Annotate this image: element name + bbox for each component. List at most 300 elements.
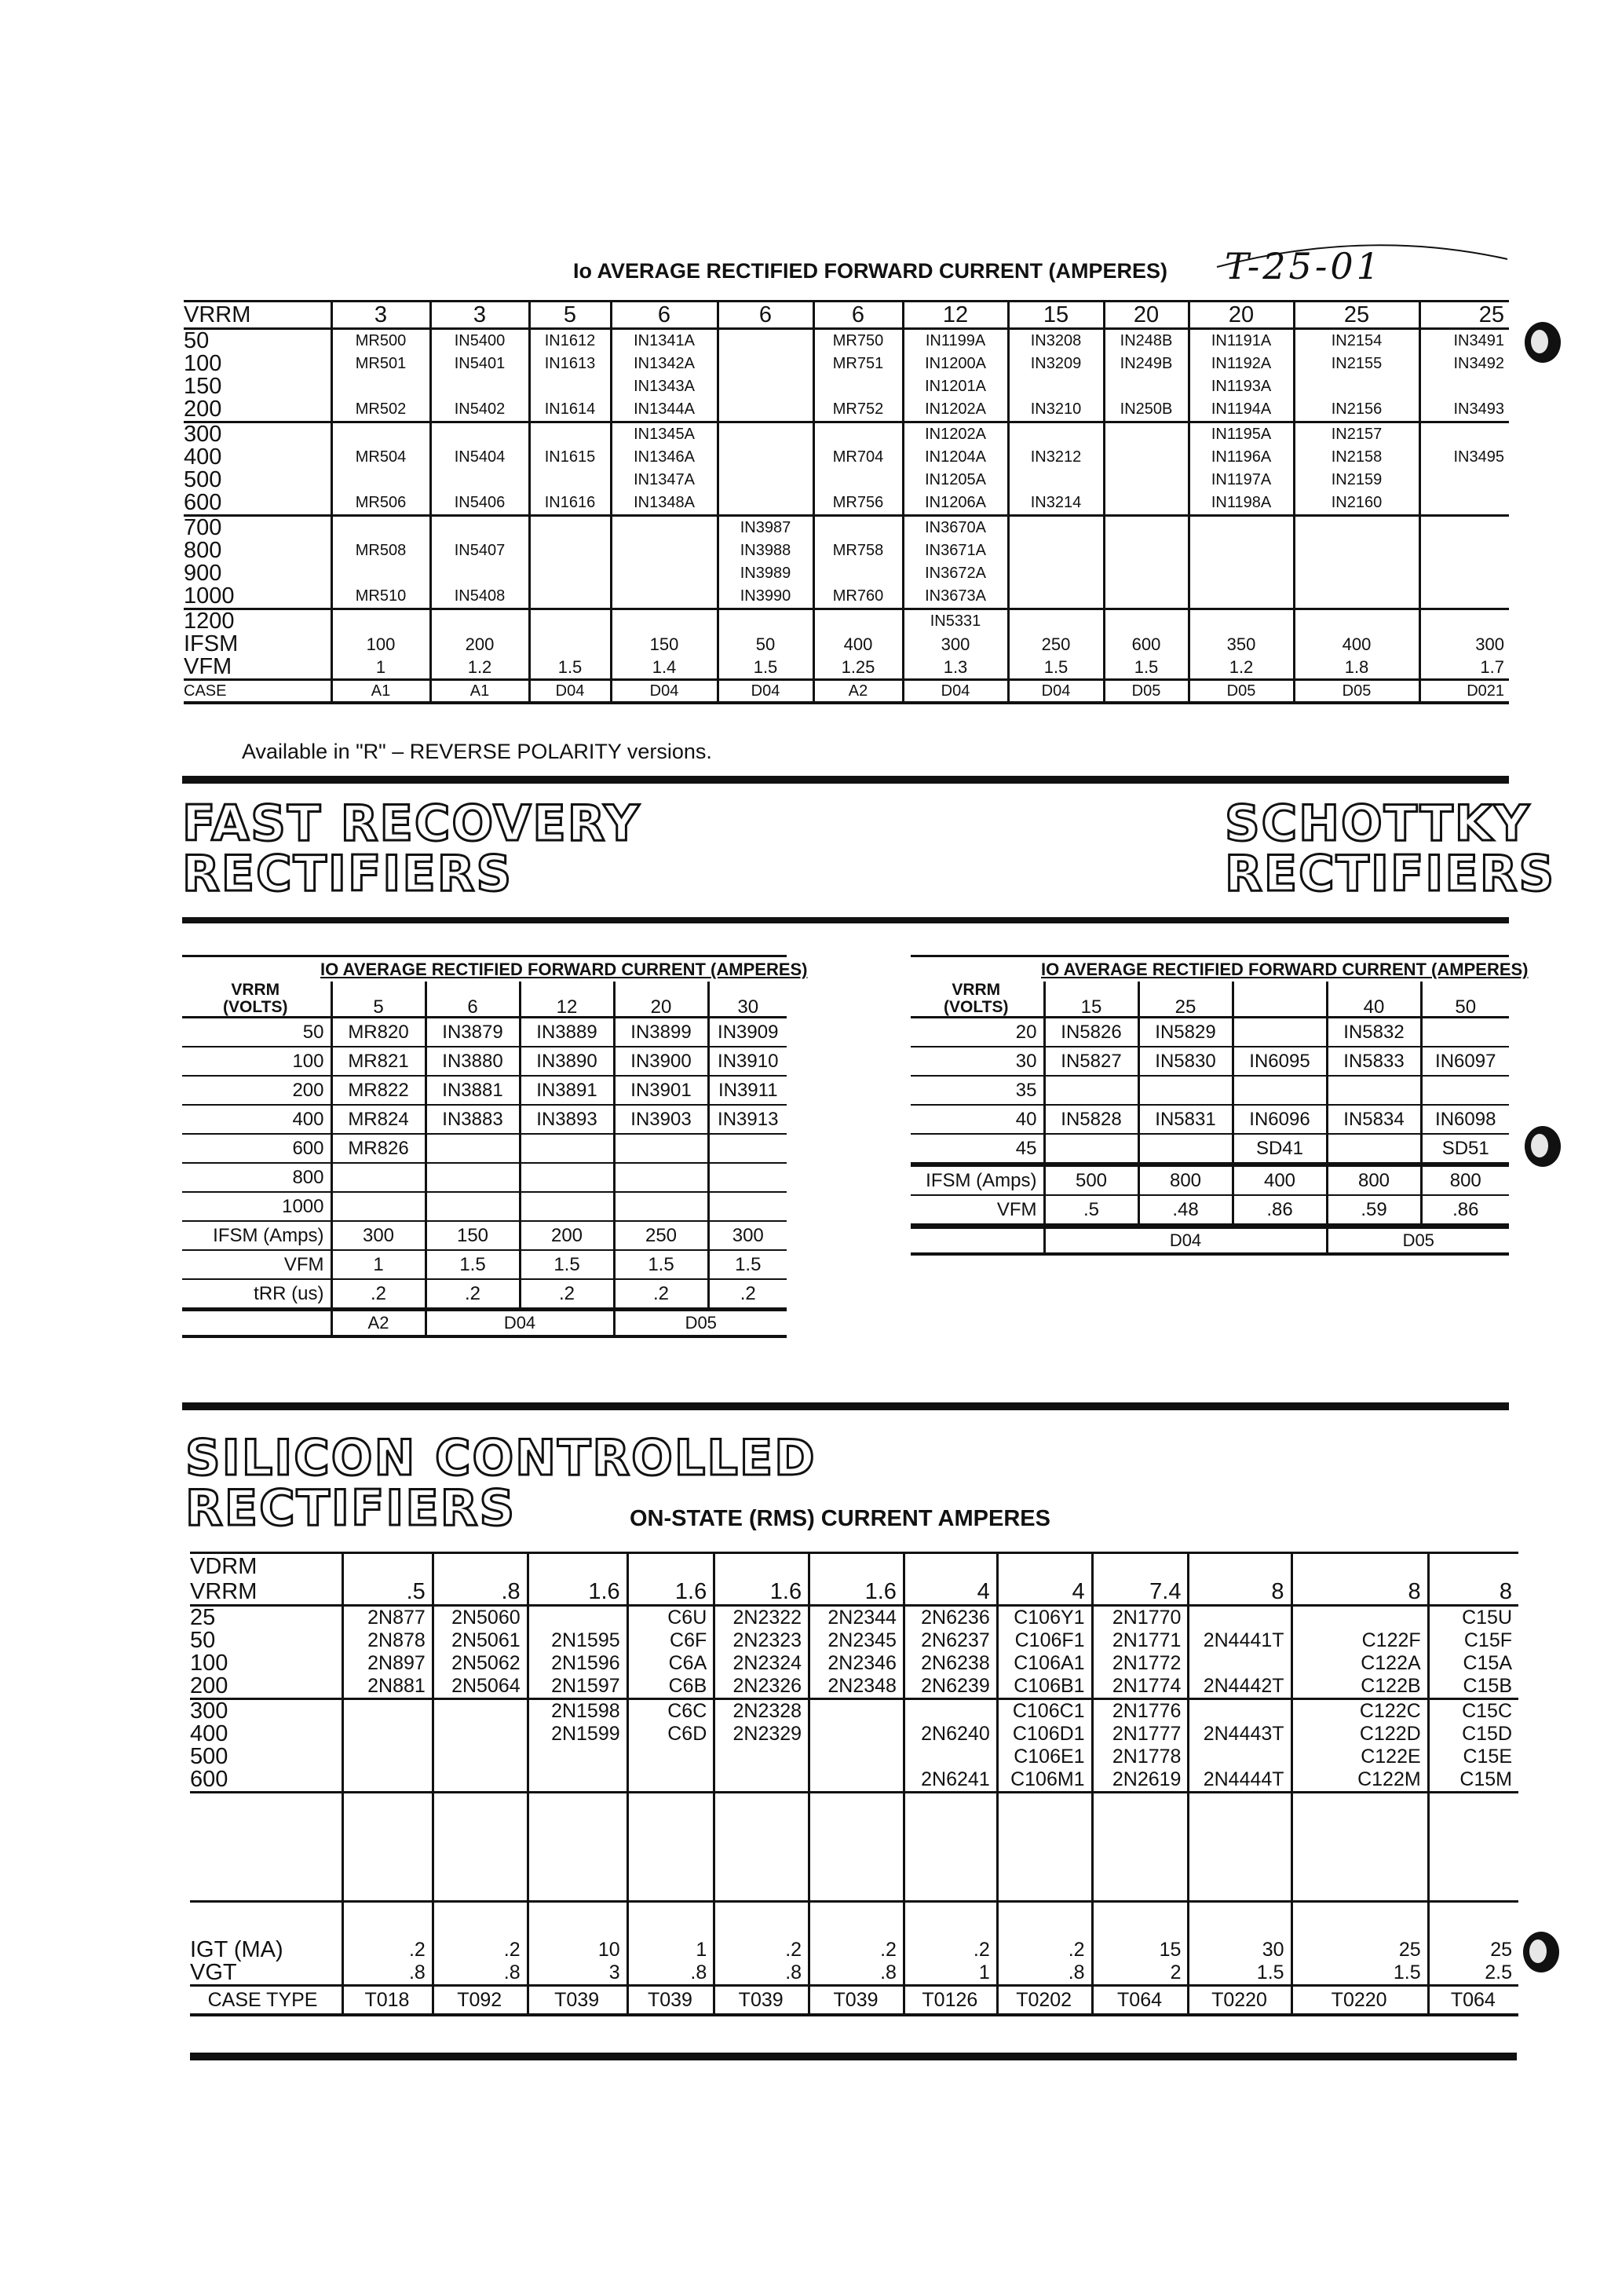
- part-cell: 2N2323: [714, 1629, 809, 1652]
- part-cell: IN3210: [1008, 398, 1104, 422]
- part-cell: IN5400: [430, 329, 529, 353]
- igt-cell: .2: [433, 1902, 528, 1962]
- case-cell: T0220: [1291, 1986, 1428, 2016]
- case-cell: D04: [426, 1311, 614, 1337]
- part-cell: 2N4441T: [1189, 1629, 1291, 1652]
- part-cell: [1104, 469, 1189, 492]
- part-cell: [718, 469, 813, 492]
- spacer-cell: [433, 1793, 528, 1902]
- row-label: 600: [190, 1768, 343, 1793]
- part-cell: [1421, 1018, 1509, 1047]
- part-cell: 2N1597: [528, 1675, 627, 1699]
- current-header: 25: [1419, 302, 1509, 329]
- part-cell: [1104, 516, 1189, 540]
- row-label: 50: [190, 1629, 216, 1652]
- volts-label: (VOLTS): [223, 998, 288, 1016]
- part-cell: 800: [1138, 1166, 1233, 1195]
- current-header: 12: [520, 982, 614, 1018]
- current-header: 3: [331, 302, 430, 329]
- part-cell: 2N6236: [904, 1606, 997, 1630]
- row-label: 100: [190, 1652, 228, 1675]
- scr-table: [190, 1552, 1518, 2016]
- part-cell: [426, 1134, 520, 1163]
- current-header: 5: [529, 302, 611, 329]
- table-row: [184, 562, 1509, 585]
- header-row: [190, 1553, 1518, 1606]
- part-cell: IN3670A: [903, 516, 1008, 540]
- part-cell: IN1347A: [611, 469, 718, 492]
- row-label: 1000: [182, 1192, 331, 1221]
- part-cell: [528, 1746, 627, 1768]
- part-cell: [813, 469, 903, 492]
- part-cell: 300: [903, 633, 1008, 656]
- part-cell: [1008, 539, 1104, 562]
- part-cell: IN1613: [529, 353, 611, 375]
- part-cell: [520, 1192, 614, 1221]
- part-cell: 2N4444T: [1189, 1768, 1291, 1793]
- fast-recovery-title-line2: RECTIFIERS: [182, 845, 513, 902]
- part-cell: IN5406: [430, 492, 529, 516]
- part-cell: 2N2348: [809, 1675, 904, 1699]
- igt-row: [190, 1902, 1518, 1962]
- part-cell: .2: [426, 1279, 520, 1308]
- part-cell: IN3893: [520, 1105, 614, 1134]
- part-cell: 1.2: [1189, 656, 1294, 680]
- part-cell: IN5402: [430, 398, 529, 422]
- spacer-cell: [1291, 1793, 1428, 1902]
- part-cell: IN3879: [426, 1018, 520, 1047]
- part-cell: [714, 1746, 809, 1768]
- part-cell: [718, 398, 813, 422]
- row-label: 800: [184, 539, 222, 562]
- row-label: 200: [184, 398, 331, 422]
- part-cell: IN3491: [1419, 329, 1509, 353]
- vgt-cell: .8: [809, 1961, 904, 1986]
- part-cell: C106D1: [997, 1723, 1092, 1746]
- part-cell: IN2154: [1294, 329, 1419, 353]
- part-cell: IN1202A: [903, 398, 1008, 422]
- current-header: 4: [904, 1553, 997, 1606]
- part-cell: [627, 1768, 714, 1793]
- part-cell: 2N1771: [1092, 1629, 1189, 1652]
- table-row: [184, 375, 1509, 398]
- table-row: [190, 1768, 1518, 1793]
- part-cell: [331, 469, 430, 492]
- part-cell: 2N1772: [1092, 1652, 1189, 1675]
- part-cell: IN2160: [1294, 492, 1419, 516]
- part-cell: IN5331: [903, 609, 1008, 634]
- part-cell: 200: [520, 1221, 614, 1250]
- case-cell: D04: [1044, 1228, 1327, 1255]
- schottky-table: [911, 982, 1509, 1256]
- part-cell: [904, 1699, 997, 1724]
- row-label: 500: [184, 469, 222, 492]
- part-cell: [904, 1746, 997, 1768]
- vgt-cell: .8: [997, 1961, 1092, 1986]
- part-cell: [331, 516, 430, 540]
- part-cell: 1.5: [718, 656, 813, 680]
- part-cell: C6A: [627, 1652, 714, 1675]
- section-divider: [182, 776, 1509, 784]
- part-cell: .86: [1233, 1195, 1327, 1224]
- part-cell: IN5827: [1044, 1047, 1138, 1076]
- part-cell: 800: [1327, 1166, 1421, 1195]
- part-cell: IN1192A: [1189, 353, 1294, 375]
- vrrm-label: VRRM: [190, 1579, 258, 1604]
- part-cell: [718, 422, 813, 447]
- igt-cell: 30: [1189, 1902, 1291, 1962]
- part-cell: .2: [331, 1279, 426, 1308]
- part-cell: [433, 1746, 528, 1768]
- part-cell: 350: [1189, 633, 1294, 656]
- part-cell: [430, 609, 529, 634]
- current-header: 25: [1138, 982, 1233, 1018]
- part-cell: IN3495: [1419, 446, 1509, 469]
- part-cell: IN5826: [1044, 1018, 1138, 1047]
- part-cell: MR510: [331, 585, 430, 609]
- part-cell: IN2159: [1294, 469, 1419, 492]
- part-cell: 2N2344: [809, 1606, 904, 1630]
- table-row: [182, 1279, 787, 1308]
- part-cell: [1294, 375, 1419, 398]
- part-cell: 2N6239: [904, 1675, 997, 1699]
- case-label: CASE TYPE: [190, 1986, 343, 2016]
- part-cell: 300: [331, 1221, 426, 1250]
- part-cell: 2N1596: [528, 1652, 627, 1675]
- case-cell: A2: [813, 680, 903, 704]
- part-cell: IN248B: [1104, 329, 1189, 353]
- part-cell: MR751: [813, 353, 903, 375]
- igt-cell: .2: [904, 1902, 997, 1962]
- fast-recovery-title-line1: FAST RECOVERY: [182, 795, 641, 852]
- part-cell: IN3910: [708, 1047, 787, 1076]
- part-cell: IN5834: [1327, 1105, 1421, 1134]
- vdrm-label: VDRM: [190, 1554, 258, 1579]
- part-cell: [614, 1192, 708, 1221]
- part-cell: [430, 422, 529, 447]
- scr-caption: ON-STATE (RMS) CURRENT AMPERES: [630, 1506, 1050, 1531]
- part-cell: 250: [1008, 633, 1104, 656]
- part-cell: IN5830: [1138, 1047, 1233, 1076]
- row-label: IFSM (Amps): [182, 1221, 331, 1250]
- part-cell: [813, 516, 903, 540]
- row-label: 35: [911, 1076, 1044, 1105]
- part-cell: [1044, 1134, 1138, 1163]
- part-cell: IN3913: [708, 1105, 787, 1134]
- part-cell: IN5408: [430, 585, 529, 609]
- igt-cell: .2: [343, 1902, 433, 1962]
- part-cell: [813, 422, 903, 447]
- part-cell: [1189, 1606, 1291, 1630]
- part-cell: MR504: [331, 446, 430, 469]
- part-cell: C15B: [1428, 1675, 1518, 1699]
- part-cell: .59: [1327, 1195, 1421, 1224]
- table-row: [182, 1134, 787, 1163]
- igt-cell: .2: [997, 1902, 1092, 1962]
- igt-cell: 10: [528, 1902, 627, 1962]
- part-cell: [611, 539, 718, 562]
- scr-title-line2: RECTIFIERS: [185, 1479, 517, 1537]
- row-label: 700: [184, 515, 222, 539]
- vgt-cell: 2: [1092, 1961, 1189, 1986]
- part-cell: [430, 516, 529, 540]
- part-cell: [529, 633, 611, 656]
- part-cell: [1233, 1018, 1327, 1047]
- part-cell: IN3673A: [903, 585, 1008, 609]
- row-label: VFM: [911, 1195, 1044, 1224]
- part-cell: IN2157: [1294, 422, 1419, 447]
- part-cell: 400: [1233, 1166, 1327, 1195]
- part-cell: 2N6241: [904, 1768, 997, 1793]
- part-cell: 300: [1419, 633, 1509, 656]
- part-cell: [1327, 1076, 1421, 1105]
- part-cell: IN3988: [718, 539, 813, 562]
- part-cell: IN1206A: [903, 492, 1008, 516]
- current-header: 3: [430, 302, 529, 329]
- part-cell: [714, 1768, 809, 1793]
- part-cell: 800: [1421, 1166, 1509, 1195]
- row-label: 100: [182, 1047, 331, 1076]
- part-cell: 2N2619: [1092, 1768, 1189, 1793]
- case-cell: D05: [1189, 680, 1294, 704]
- part-cell: 2N6240: [904, 1723, 997, 1746]
- part-cell: 2N4442T: [1189, 1675, 1291, 1699]
- schottky-caption: IO AVERAGE RECTIFIED FORWARD CURRENT (AMPERES): [1041, 960, 1529, 979]
- part-cell: IN2156: [1294, 398, 1419, 422]
- table-row: [911, 1076, 1509, 1105]
- part-cell: 1.3: [903, 656, 1008, 680]
- part-cell: C15D: [1428, 1723, 1518, 1746]
- part-cell: 400: [1294, 633, 1419, 656]
- part-cell: [529, 539, 611, 562]
- current-header: 6: [426, 982, 520, 1018]
- row-label: 200: [182, 1076, 331, 1105]
- part-cell: [627, 1746, 714, 1768]
- case-cell: T0202: [997, 1986, 1092, 2016]
- row-label: 600: [184, 492, 331, 516]
- part-cell: IN1200A: [903, 353, 1008, 375]
- spacer-cell: [627, 1793, 714, 1902]
- igt-cell: 15: [1092, 1902, 1189, 1962]
- table-row: [182, 1192, 787, 1221]
- part-cell: [1419, 469, 1509, 492]
- spacer-row: [190, 1793, 1518, 1902]
- row-label: 300: [184, 422, 222, 446]
- part-cell: IN5829: [1138, 1018, 1233, 1047]
- spacer-cell: [714, 1793, 809, 1902]
- current-header: 4: [997, 1553, 1092, 1606]
- part-cell: 2N2322: [714, 1606, 809, 1630]
- part-cell: IN3889: [520, 1018, 614, 1047]
- part-cell: 2N1595: [528, 1629, 627, 1652]
- case-row: [190, 1986, 1518, 2016]
- part-cell: IN1199A: [903, 329, 1008, 353]
- part-cell: IN2155: [1294, 353, 1419, 375]
- part-cell: 2N5060: [433, 1606, 528, 1630]
- part-cell: C6D: [627, 1723, 714, 1746]
- part-cell: IN3881: [426, 1076, 520, 1105]
- part-cell: IN6095: [1233, 1047, 1327, 1076]
- case-cell: D04: [529, 680, 611, 704]
- current-header: 8: [1189, 1553, 1291, 1606]
- part-cell: IN250B: [1104, 398, 1189, 422]
- igt-cell: 1: [627, 1902, 714, 1962]
- table-row: [182, 1221, 787, 1250]
- current-header: 1.6: [714, 1553, 809, 1606]
- part-cell: SD51: [1421, 1134, 1509, 1163]
- part-cell: [520, 1163, 614, 1192]
- part-cell: [1189, 539, 1294, 562]
- rectifier-table: [184, 300, 1509, 704]
- part-cell: 1: [331, 1250, 426, 1279]
- vgt-cell: .8: [343, 1961, 433, 1986]
- part-cell: C106M1: [997, 1768, 1092, 1793]
- table-row: [182, 1163, 787, 1192]
- case-row: [182, 1311, 787, 1337]
- schottky-title-line2: RECTIFIERS: [1225, 845, 1556, 902]
- part-cell: IN1342A: [611, 353, 718, 375]
- part-cell: [1104, 422, 1189, 447]
- section-divider: [182, 917, 1509, 923]
- part-cell: [718, 446, 813, 469]
- part-cell: IN1616: [529, 492, 611, 516]
- part-cell: MR756: [813, 492, 903, 516]
- part-cell: [1421, 1076, 1509, 1105]
- binder-hole-icon: [1523, 1932, 1559, 1972]
- current-header: 40: [1327, 982, 1421, 1018]
- part-cell: [718, 353, 813, 375]
- row-label: 50: [182, 1018, 331, 1047]
- part-cell: IN1348A: [611, 492, 718, 516]
- part-cell: MR760: [813, 585, 903, 609]
- part-cell: IN3492: [1419, 353, 1509, 375]
- part-cell: IN1612: [529, 329, 611, 353]
- part-cell: IN1346A: [611, 446, 718, 469]
- part-cell: [1419, 516, 1509, 540]
- part-cell: .2: [708, 1279, 787, 1308]
- table-row: [911, 1047, 1509, 1076]
- current-header: 25: [1294, 302, 1419, 329]
- part-cell: [1294, 562, 1419, 585]
- part-cell: 150: [426, 1221, 520, 1250]
- part-cell: 1.5: [708, 1250, 787, 1279]
- part-cell: C106A1: [997, 1652, 1092, 1675]
- part-cell: [1008, 609, 1104, 634]
- part-cell: [1419, 375, 1509, 398]
- part-cell: MR758: [813, 539, 903, 562]
- part-cell: [1104, 609, 1189, 634]
- part-cell: [430, 469, 529, 492]
- part-cell: 1.5: [520, 1250, 614, 1279]
- part-cell: [813, 375, 903, 398]
- table-row: [190, 1699, 1518, 1724]
- part-cell: C106Y1: [997, 1606, 1092, 1630]
- part-cell: C122B: [1291, 1675, 1428, 1699]
- part-cell: [1104, 375, 1189, 398]
- volts-label: (VOLTS): [944, 998, 1009, 1016]
- part-cell: 2N2346: [809, 1652, 904, 1675]
- part-cell: [331, 1192, 426, 1221]
- part-cell: IN3891: [520, 1076, 614, 1105]
- table-row: [182, 1047, 787, 1076]
- part-cell: IN3990: [718, 585, 813, 609]
- part-cell: SD41: [1233, 1134, 1327, 1163]
- row-label: 1200: [184, 609, 235, 633]
- table-row: [184, 585, 1509, 609]
- case-cell: D021: [1419, 680, 1509, 704]
- part-cell: IN5404: [430, 446, 529, 469]
- case-cell: T018: [343, 1986, 433, 2016]
- table-row: [190, 1652, 1518, 1675]
- part-cell: 2N6237: [904, 1629, 997, 1652]
- part-cell: IN3672A: [903, 562, 1008, 585]
- case-cell: A2: [331, 1311, 426, 1337]
- part-cell: IN1614: [529, 398, 611, 422]
- current-header: 7.4: [1092, 1553, 1189, 1606]
- vgt-cell: 3: [528, 1961, 627, 1986]
- part-cell: IN1343A: [611, 375, 718, 398]
- part-cell: [331, 609, 430, 634]
- vrrm-label: VRRM: [952, 982, 1001, 999]
- part-cell: C6B: [627, 1675, 714, 1699]
- part-cell: [1044, 1076, 1138, 1105]
- part-cell: IN3901: [614, 1076, 708, 1105]
- row-label: 150: [184, 375, 222, 398]
- part-cell: C122M: [1291, 1768, 1428, 1793]
- part-cell: 2N2326: [714, 1675, 809, 1699]
- part-cell: IN3903: [614, 1105, 708, 1134]
- table-row: [182, 1076, 787, 1105]
- part-cell: IN1615: [529, 446, 611, 469]
- part-cell: 2N877: [343, 1606, 433, 1630]
- part-cell: [1008, 516, 1104, 540]
- current-header: 50: [1421, 982, 1509, 1018]
- part-cell: MR826: [331, 1134, 426, 1163]
- part-cell: 2N2324: [714, 1652, 809, 1675]
- part-cell: IN3989: [718, 562, 813, 585]
- vgt-cell: 1.5: [1291, 1961, 1428, 1986]
- case-cell: A1: [331, 680, 430, 704]
- part-cell: [529, 516, 611, 540]
- case-label: [182, 1311, 331, 1337]
- header-row: [182, 982, 787, 1018]
- current-header: 1.6: [809, 1553, 904, 1606]
- part-cell: [343, 1723, 433, 1746]
- vgt-cell: 1: [904, 1961, 997, 1986]
- row-label: 25: [190, 1605, 216, 1629]
- current-header: 6: [813, 302, 903, 329]
- part-cell: [1419, 562, 1509, 585]
- part-cell: C122D: [1291, 1723, 1428, 1746]
- case-cell: D05: [614, 1311, 787, 1337]
- part-cell: [529, 585, 611, 609]
- case-cell: D04: [718, 680, 813, 704]
- part-cell: .86: [1421, 1195, 1509, 1224]
- vgt-row: [190, 1961, 1518, 1986]
- table-row: [911, 1134, 1509, 1163]
- part-cell: [343, 1768, 433, 1793]
- part-cell: [1419, 492, 1509, 516]
- part-cell: IN3208: [1008, 329, 1104, 353]
- part-cell: [611, 562, 718, 585]
- current-header: 15: [1044, 982, 1138, 1018]
- part-cell: 2N5064: [433, 1675, 528, 1699]
- part-cell: [1008, 422, 1104, 447]
- spacer-cell: [343, 1793, 433, 1902]
- part-cell: 2N1778: [1092, 1746, 1189, 1768]
- part-cell: C122E: [1291, 1746, 1428, 1768]
- part-cell: [1104, 562, 1189, 585]
